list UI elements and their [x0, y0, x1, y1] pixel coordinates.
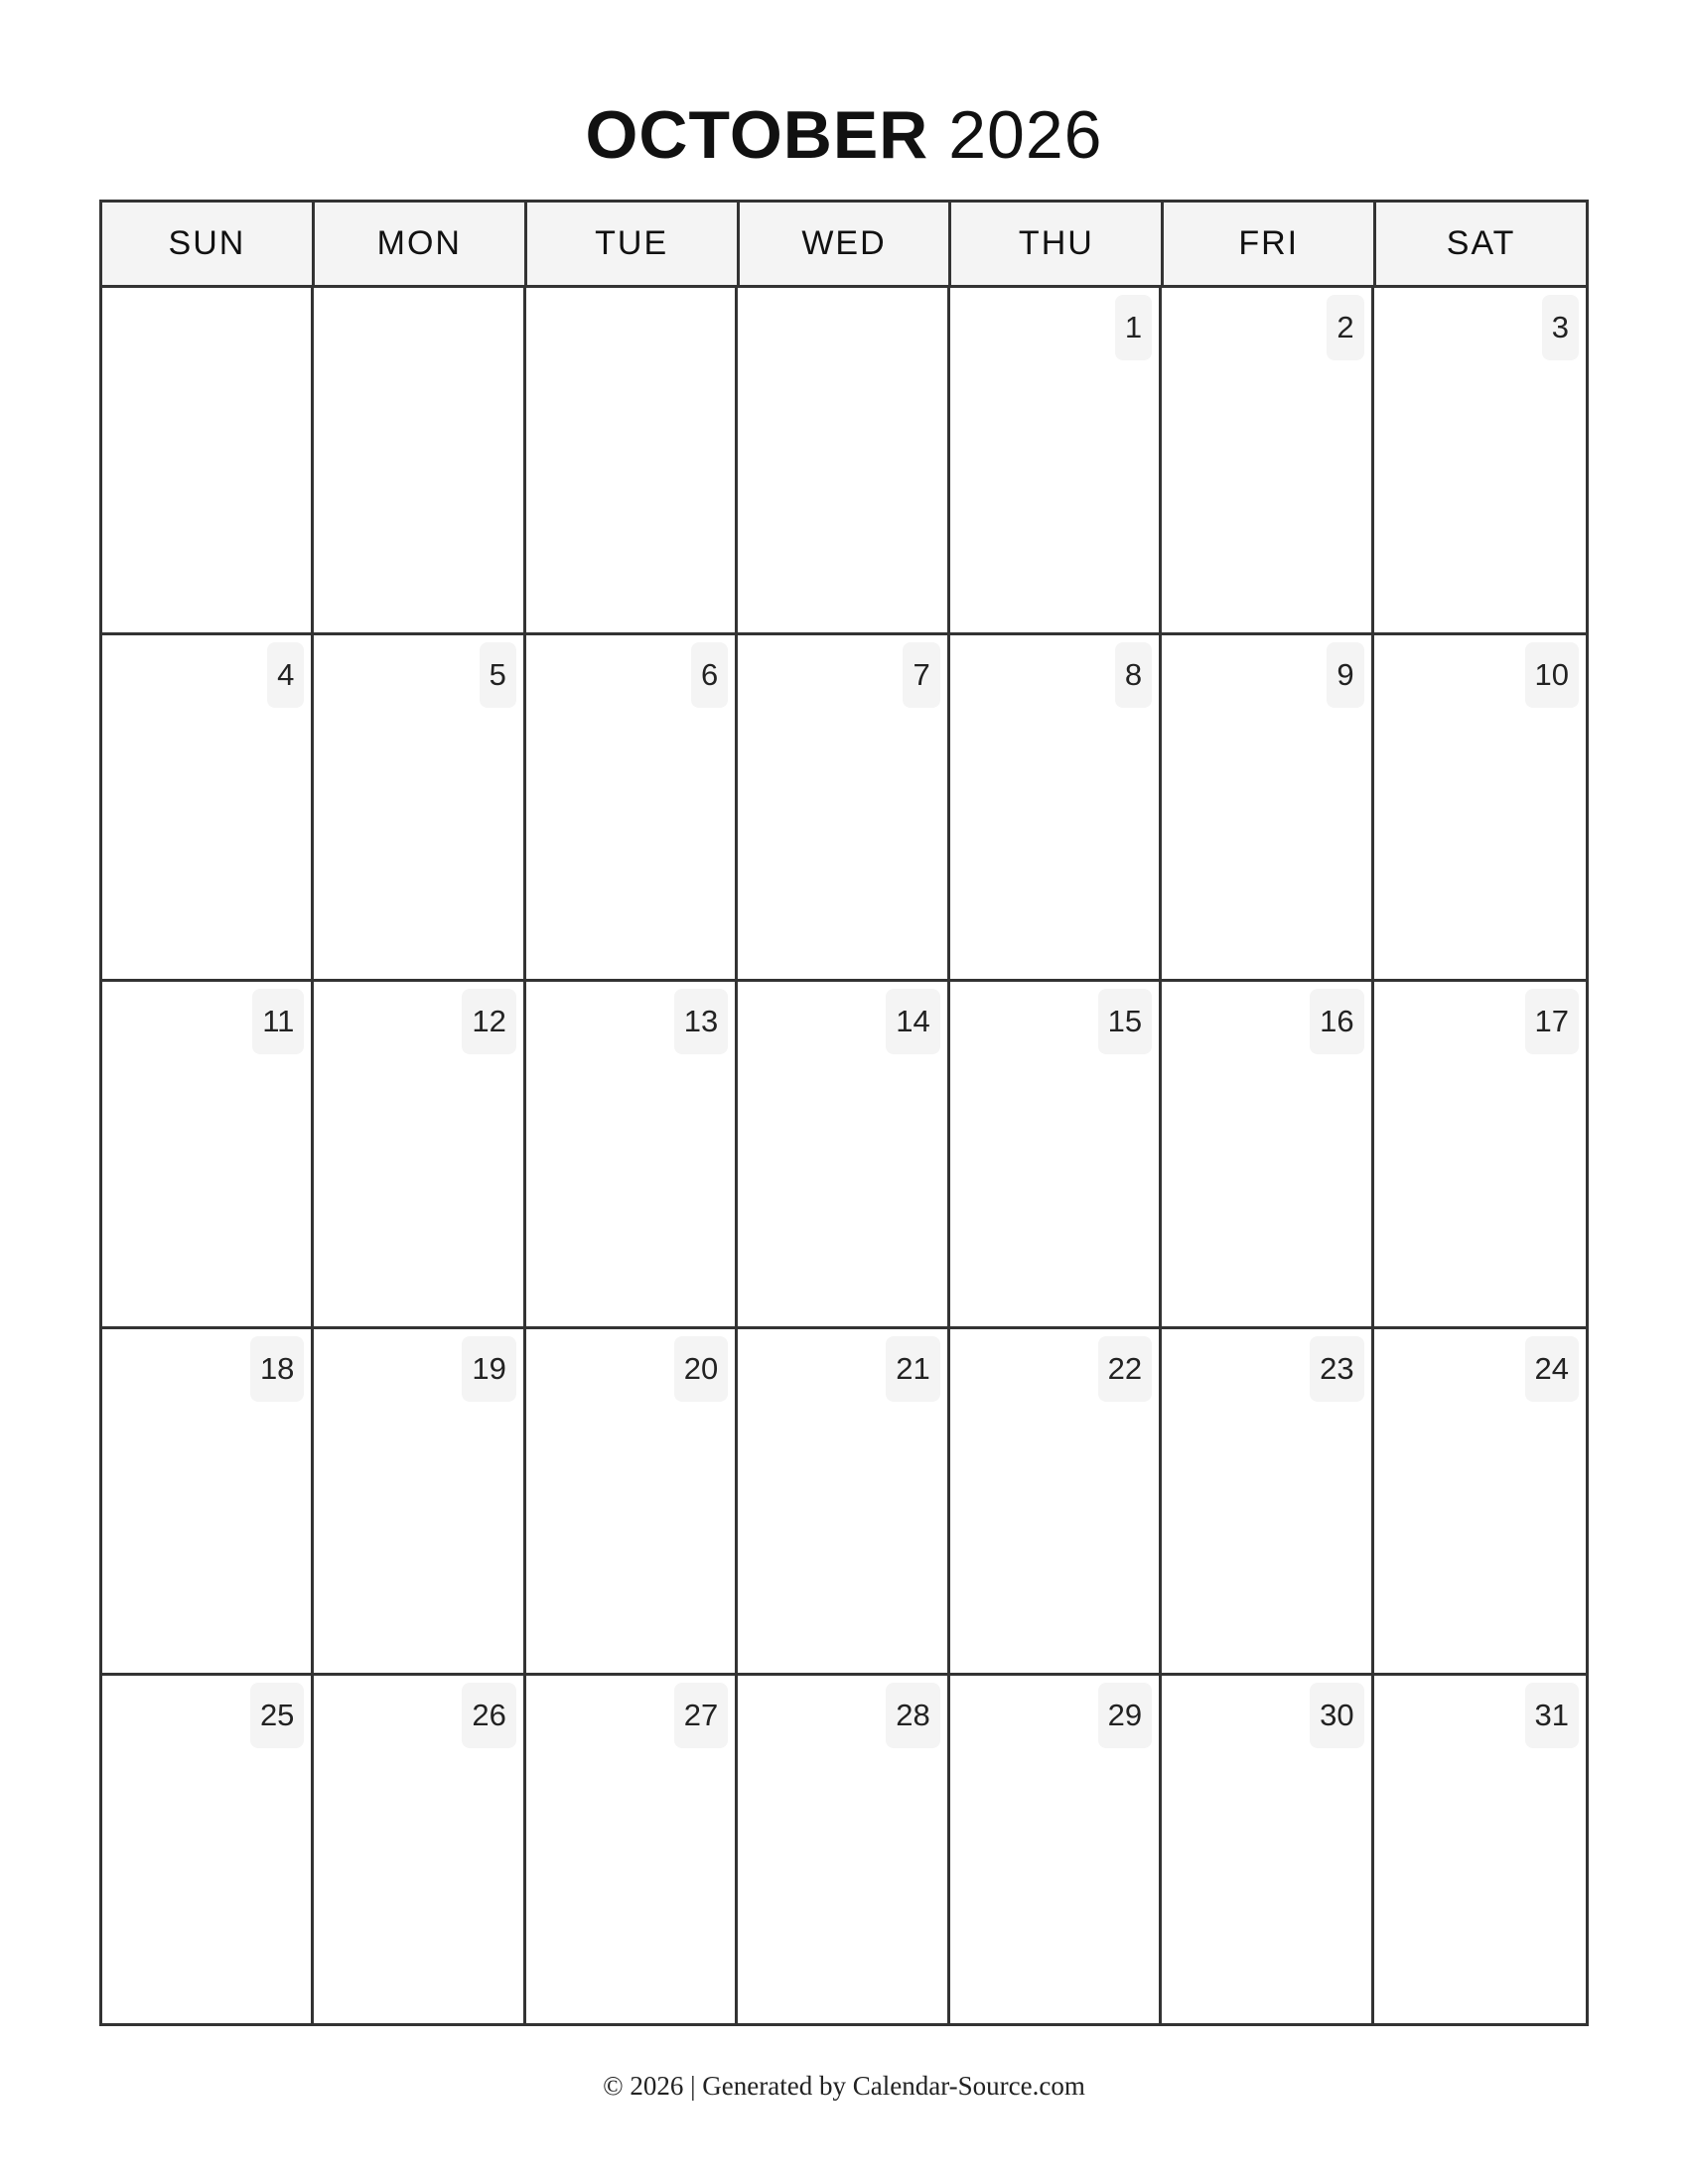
day-number: 2 [1327, 295, 1363, 360]
day-number: 14 [886, 989, 939, 1054]
day-grid [102, 288, 1586, 2023]
day-cell[interactable] [1374, 1329, 1586, 1677]
day-number: 8 [1115, 642, 1152, 708]
day-cell[interactable] [526, 635, 738, 983]
day-cell[interactable] [102, 982, 314, 1329]
day-number: 11 [252, 989, 304, 1054]
day-number: 6 [691, 642, 728, 708]
day-number: 12 [462, 989, 515, 1054]
day-number: 24 [1525, 1336, 1579, 1402]
day-cell[interactable] [526, 1329, 738, 1677]
day-cell[interactable] [1162, 635, 1373, 983]
page-title [0, 94, 1688, 176]
day-cell[interactable] [738, 982, 949, 1329]
day-cell[interactable] [314, 635, 525, 983]
day-cell[interactable] [1162, 982, 1373, 1329]
day-number: 31 [1525, 1683, 1579, 1748]
day-cell[interactable] [738, 1676, 949, 2023]
day-cell[interactable] [738, 1329, 949, 1677]
day-cell[interactable] [102, 1329, 314, 1677]
day-cell[interactable] [950, 1676, 1162, 2023]
weekday-header-row [102, 203, 1586, 288]
day-cell[interactable] [1162, 1676, 1373, 2023]
day-number: 29 [1098, 1683, 1152, 1748]
day-number: 3 [1542, 295, 1579, 360]
day-number: 9 [1327, 642, 1363, 708]
day-cell[interactable] [102, 635, 314, 983]
day-cell[interactable] [950, 982, 1162, 1329]
day-cell[interactable] [102, 1676, 314, 2023]
day-cell[interactable] [1374, 982, 1586, 1329]
day-number: 4 [267, 642, 304, 708]
day-cell[interactable] [738, 288, 949, 635]
day-cell[interactable] [1374, 1676, 1586, 2023]
day-number: 26 [462, 1683, 515, 1748]
day-cell[interactable] [1374, 288, 1586, 635]
weekday-wed: WED [740, 203, 952, 285]
day-cell[interactable] [1374, 635, 1586, 983]
day-number: 21 [886, 1336, 939, 1402]
weekday-sun: SUN [102, 203, 315, 285]
day-number: 20 [674, 1336, 728, 1402]
day-number: 19 [462, 1336, 515, 1402]
day-number: 27 [674, 1683, 728, 1748]
day-number: 1 [1115, 295, 1152, 360]
day-cell[interactable] [526, 288, 738, 635]
day-cell[interactable] [1162, 288, 1373, 635]
day-number: 17 [1525, 989, 1579, 1054]
weekday-sat: SAT [1446, 224, 1516, 262]
day-number: 22 [1098, 1336, 1152, 1402]
day-cell[interactable] [738, 635, 949, 983]
day-number: 5 [480, 642, 516, 708]
day-cell[interactable] [950, 635, 1162, 983]
day-cell[interactable] [102, 288, 314, 635]
day-cell[interactable] [314, 982, 525, 1329]
day-cell[interactable] [950, 1329, 1162, 1677]
footer-credit: © 2026 | Generated by Calendar-Source.com [603, 2071, 1085, 2101]
day-cell[interactable] [1162, 1329, 1373, 1677]
calendar-grid [99, 200, 1589, 2026]
day-cell[interactable] [314, 1676, 525, 2023]
day-number: 23 [1310, 1336, 1363, 1402]
day-number: 7 [903, 642, 939, 708]
day-number: 16 [1310, 989, 1363, 1054]
weekday-tue: TUE [527, 203, 740, 285]
day-number: 13 [674, 989, 728, 1054]
day-number: 28 [886, 1683, 939, 1748]
day-cell[interactable] [526, 982, 738, 1329]
title-year: 2026 [948, 97, 1103, 173]
day-number: 15 [1098, 989, 1152, 1054]
weekday-fri: FRI [1164, 203, 1376, 285]
day-cell[interactable] [526, 1676, 738, 2023]
day-number: 25 [250, 1683, 304, 1748]
day-number: 30 [1310, 1683, 1363, 1748]
day-number: 10 [1525, 642, 1579, 708]
day-number: 18 [250, 1336, 304, 1402]
weekday-thu: THU [951, 203, 1164, 285]
day-cell[interactable] [314, 288, 525, 635]
day-cell[interactable] [314, 1329, 525, 1677]
title-month: OCTOBER [585, 97, 929, 173]
day-cell[interactable] [950, 288, 1162, 635]
weekday-mon: MON [315, 203, 527, 285]
